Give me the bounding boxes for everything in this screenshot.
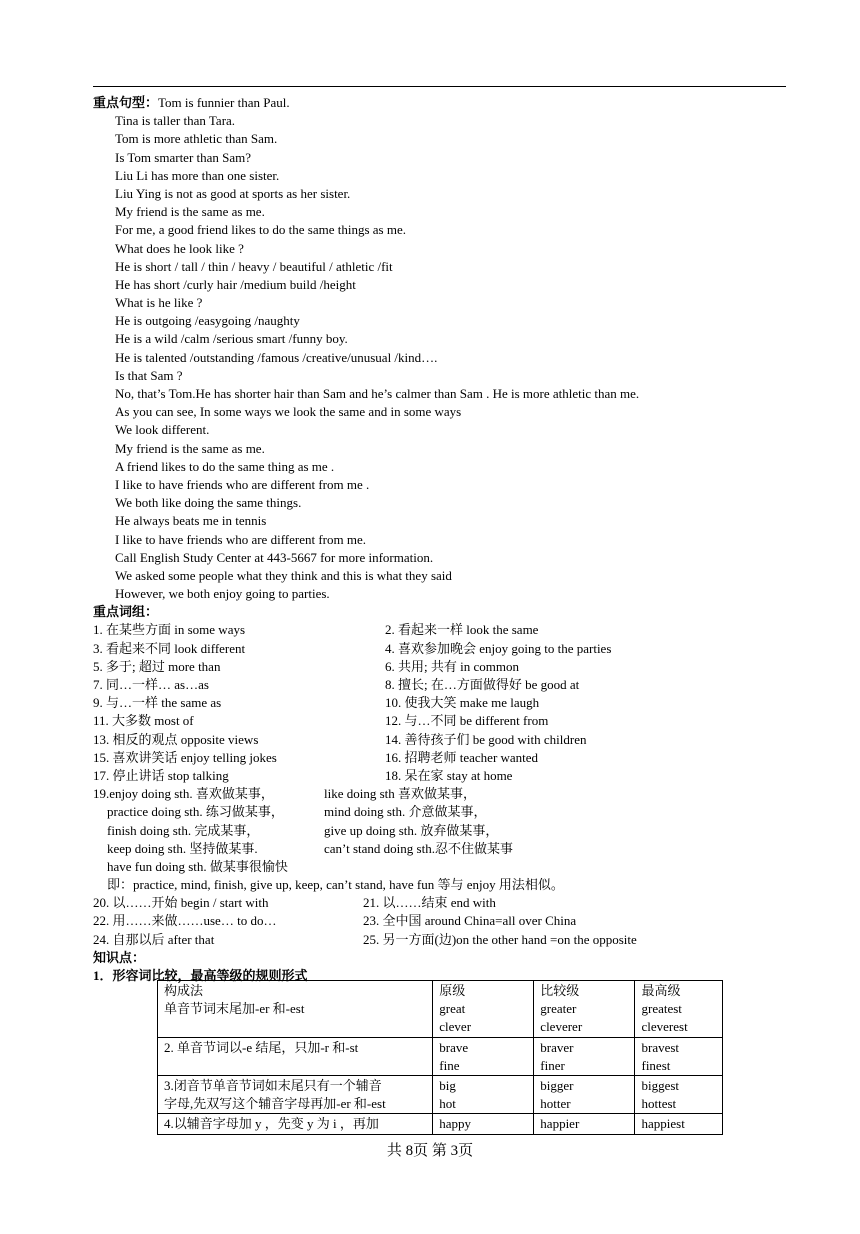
table-row bbox=[158, 1076, 723, 1114]
phrases-heading: 重点词组： bbox=[93, 604, 159, 620]
phrase-row bbox=[93, 621, 793, 639]
table-cell bbox=[635, 1076, 723, 1114]
phrase-item: 22. 用……来做……use… to do… bbox=[93, 913, 277, 929]
cell-line: greater bbox=[540, 1001, 577, 1017]
table-cell bbox=[534, 1076, 635, 1114]
knowledge-subheading: 1．形容词比较，最高等级的规则形式 bbox=[93, 968, 308, 983]
cell-line: fine bbox=[439, 1057, 460, 1073]
cell-line: brave bbox=[439, 1039, 469, 1055]
phrase-item: 6. 共用; 共有 in common bbox=[385, 658, 519, 674]
sentence-line: A friend likes to do the same thing as me . bbox=[115, 458, 335, 474]
phrase-item: 8. 擅长; 在…方面做得好 be good at bbox=[385, 677, 580, 692]
phrase-row bbox=[93, 640, 793, 658]
sentence-line: Is that Sam ? bbox=[115, 367, 183, 383]
sentence-line: I like to have friends who are different from me. bbox=[115, 531, 366, 547]
sentence-line: He is outgoing /easygoing /naughty bbox=[115, 313, 300, 329]
cell-line: happy bbox=[439, 1116, 472, 1132]
sentence-line: We asked some people what they think and this is what they said bbox=[115, 567, 452, 583]
table-cell bbox=[433, 1114, 534, 1134]
phrase-item: 1. 在某些方面 in some ways bbox=[93, 622, 246, 638]
sentence-line: He is a wild /calm /serious smart /funny boy. bbox=[115, 331, 348, 347]
phrase-item: 21. 以……结束 end with bbox=[363, 895, 496, 911]
table-row bbox=[158, 1114, 723, 1134]
phrase-row bbox=[93, 767, 793, 785]
cell-line: cleverer bbox=[540, 1019, 583, 1035]
sentence-line bbox=[93, 94, 793, 112]
cell-line: finer bbox=[540, 1057, 565, 1073]
table-cell bbox=[635, 1114, 723, 1134]
phrase-item: 25. 另一方面(边)on the other hand =on the opposite bbox=[363, 931, 637, 947]
cell-line: big bbox=[439, 1078, 456, 1094]
table-cell bbox=[534, 1114, 635, 1134]
cell-line: 原级 bbox=[439, 983, 466, 998]
cell-line: biggest bbox=[641, 1078, 680, 1094]
cell-line: happiest bbox=[641, 1116, 685, 1132]
table-cell bbox=[635, 1037, 723, 1075]
phrase-item: 7. 同…一样… as…as bbox=[93, 677, 209, 692]
phrase-19-item: finish doing sth. 完成某事， bbox=[107, 822, 260, 838]
phrase-19-row bbox=[93, 840, 793, 858]
table-cell bbox=[534, 1037, 635, 1075]
sentence-line: He is short / tall / thin / heavy / beautiful / athletic /fit bbox=[115, 258, 393, 274]
cell-line: 2. 单音节词以-e 结尾，只加-r 和-st bbox=[164, 1039, 359, 1055]
phrase-19-item: can’t stand doing sth.忍不住做某事 bbox=[324, 840, 513, 856]
cell-line: braver bbox=[540, 1039, 574, 1055]
sentence-text: Tom is funnier than Paul. bbox=[158, 95, 290, 110]
sentence-line: However, we both enjoy going to parties. bbox=[115, 586, 330, 602]
cell-line: clever bbox=[439, 1019, 472, 1035]
cell-line: hot bbox=[439, 1096, 456, 1112]
phrase-item: 15. 喜欢讲笑话 enjoy telling jokes bbox=[93, 749, 277, 765]
cell-line: 最高级 bbox=[641, 983, 681, 998]
phrase-item: 18. 呆在家 stay at home bbox=[385, 767, 513, 783]
phrase-19-item: practice doing sth. 练习做某事， bbox=[107, 804, 284, 820]
phrase-row bbox=[93, 749, 793, 767]
cell-line: finest bbox=[641, 1057, 671, 1073]
cell-line: 4.以辅音字母加 y ，先变 y 为 i ，再加 bbox=[164, 1116, 379, 1132]
sentence-line: What does he look like ? bbox=[115, 240, 244, 256]
phrase-19-row bbox=[93, 785, 793, 803]
sentence-line: My friend is the same as me. bbox=[115, 204, 265, 220]
key-sentences-section bbox=[93, 94, 793, 603]
table-cell bbox=[158, 1037, 433, 1075]
phrase-19-row bbox=[93, 803, 793, 821]
table-cell bbox=[433, 1037, 534, 1075]
sentence-line: We both like doing the same things. bbox=[115, 495, 302, 511]
table-cell bbox=[158, 1076, 433, 1114]
sentence-line: Liu Ying is not as good at sports as her sister. bbox=[115, 185, 351, 201]
table-cell bbox=[158, 1114, 433, 1134]
phrase-item: 12. 与…不同 be different from bbox=[385, 713, 549, 729]
sentence-line: Liu Li has more than one sister. bbox=[115, 167, 280, 183]
phrase-item: 10. 使我大笑 make me laugh bbox=[385, 695, 540, 711]
table-row bbox=[158, 981, 723, 1038]
phrase-19-item: 19.enjoy doing sth. 喜欢做某事， bbox=[93, 786, 274, 802]
sentence-line: Is Tom smarter than Sam? bbox=[115, 149, 252, 165]
cell-line: happier bbox=[540, 1116, 580, 1132]
phrase-19-item: have fun doing sth. 做某事很愉快 bbox=[107, 858, 288, 874]
cell-line: hotter bbox=[540, 1096, 571, 1112]
cell-line: 单音节词末尾加-er 和-est bbox=[164, 1001, 305, 1017]
phrase-row bbox=[93, 931, 793, 949]
sentence-line: He has short /curly hair /medium build /height bbox=[115, 276, 356, 292]
sentence-line: I like to have friends who are different from me . bbox=[115, 476, 370, 492]
key-sentences-heading: 重点句型： bbox=[93, 95, 159, 110]
sentence-line: As you can see, In some ways we look the same and in some ways bbox=[115, 404, 462, 420]
sentence-line: He always beats me in tennis bbox=[115, 513, 267, 529]
phrase-list-2 bbox=[93, 894, 793, 949]
table-cell bbox=[433, 981, 534, 1038]
phrase-19-list bbox=[93, 785, 793, 876]
sentence-line: What is he like ? bbox=[115, 295, 203, 311]
header-rule bbox=[93, 86, 786, 87]
phrase-item: 17. 停止讲话 stop talking bbox=[93, 767, 229, 783]
phrase-row bbox=[93, 712, 793, 730]
phrase-item: 24. 自那以后 after that bbox=[93, 931, 215, 947]
sentence-line: No, that’s Tom.He has shorter hair than Sam and he’s calmer than Sam . He is more athletic than me. bbox=[115, 386, 640, 401]
cell-line: bigger bbox=[540, 1078, 574, 1094]
phrase-item: 5. 多于; 超过 more than bbox=[93, 658, 221, 674]
phrase-19-item: mind doing sth. 介意做某事， bbox=[324, 804, 487, 820]
phrase-list bbox=[93, 621, 793, 785]
phrase-row bbox=[93, 894, 793, 912]
phrase-note: 即：practice, mind, finish, give up, keep, can’t stand, have fun 等与 enjoy 用法相似。 bbox=[107, 877, 564, 893]
phrase-item: 23. 全中国 around China=all over China bbox=[363, 913, 577, 929]
cell-line: hottest bbox=[641, 1096, 677, 1112]
sentence-line: Tom is more athletic than Sam. bbox=[115, 131, 278, 147]
sentence-line: Tina is taller than Tara. bbox=[115, 113, 236, 129]
phrase-row bbox=[93, 912, 793, 930]
phrase-19-row bbox=[93, 858, 793, 876]
cell-line: 比较级 bbox=[540, 983, 580, 998]
phrase-item: 11. 大多数 most of bbox=[93, 713, 194, 729]
table-cell bbox=[158, 981, 433, 1038]
cell-line: cleverest bbox=[641, 1019, 688, 1035]
table-cell bbox=[635, 981, 723, 1038]
phrase-item: 9. 与…一样 the same as bbox=[93, 695, 222, 711]
cell-line: 字母,先双写这个辅音字母再加-er 和-est bbox=[164, 1096, 386, 1112]
page-footer: 共 8页 第 3页 bbox=[386, 1143, 474, 1159]
cell-line: greatest bbox=[641, 1001, 682, 1017]
phrase-19-item: like doing sth 喜欢做某事， bbox=[324, 786, 477, 802]
table-row bbox=[158, 1037, 723, 1075]
cell-line: 3.闭音节单音节词如末尾只有一个辅音 bbox=[164, 1078, 382, 1094]
sentence-line: My friend is the same as me. bbox=[115, 440, 265, 456]
cell-line: bravest bbox=[641, 1039, 680, 1055]
phrase-row bbox=[93, 658, 793, 676]
sentence-line: He is talented /outstanding /famous /creative/unusual /kind…. bbox=[115, 349, 438, 365]
phrase-item: 13. 相反的观点 opposite views bbox=[93, 731, 259, 747]
phrase-item: 14. 善待孩子们 be good with children bbox=[385, 731, 587, 747]
cell-line: great bbox=[439, 1001, 466, 1017]
table-cell bbox=[433, 1076, 534, 1114]
phrase-item: 4. 喜欢参加晚会 enjoy going to the parties bbox=[385, 640, 612, 656]
phrase-item: 20. 以……开始 begin / start with bbox=[93, 895, 269, 911]
sentence-line: Call English Study Center at 443-5667 for more information. bbox=[115, 549, 434, 565]
table-cell bbox=[534, 981, 635, 1038]
phrase-row bbox=[93, 731, 793, 749]
phrase-item: 2. 看起来一样 look the same bbox=[385, 622, 539, 638]
cell-line: 构成法 bbox=[164, 983, 204, 998]
comparison-rules-table bbox=[157, 980, 723, 1135]
phrase-19-row bbox=[93, 822, 793, 840]
phrase-item: 16. 招聘老师 teacher wanted bbox=[385, 749, 539, 765]
phrase-19-item: keep doing sth. 坚持做某事. bbox=[107, 840, 258, 856]
sentence-line: We look different. bbox=[115, 422, 210, 438]
phrase-item: 3. 看起来不同 look different bbox=[93, 640, 246, 656]
knowledge-heading: 知识点： bbox=[93, 949, 146, 965]
phrase-row bbox=[93, 694, 793, 712]
document-body bbox=[93, 94, 793, 985]
sentence-line: For me, a good friend likes to do the same things as me. bbox=[115, 222, 407, 238]
phrase-row bbox=[93, 676, 793, 694]
phrase-19-item: give up doing sth. 放弃做某事， bbox=[324, 822, 499, 838]
